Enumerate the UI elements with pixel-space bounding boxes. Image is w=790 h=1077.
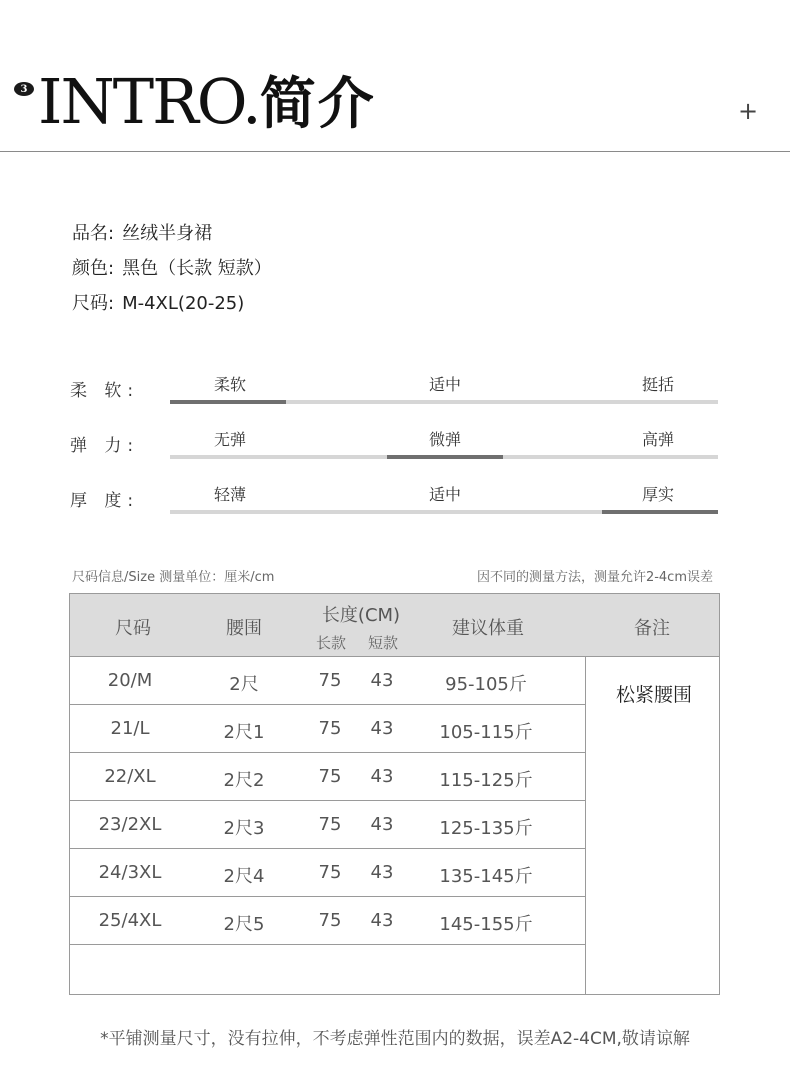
cell-length-short: 43	[370, 670, 394, 691]
attribute-option: 微弹	[428, 430, 462, 449]
cell-size: 23/2XL	[98, 814, 162, 835]
attribute-option: 挺括	[641, 375, 675, 394]
table-row	[70, 849, 585, 897]
info-label: 品名:	[72, 223, 115, 244]
cell-size: 22/XL	[104, 766, 156, 787]
title-english: INTRO.	[38, 65, 260, 138]
header-length-long: 长款	[315, 634, 347, 652]
info-label: 尺码:	[72, 293, 115, 314]
page-title	[38, 66, 376, 141]
attribute-option: 高弹	[641, 430, 675, 449]
attribute-option: 无弹	[213, 430, 247, 449]
attribute-elasticity	[70, 427, 720, 467]
info-row-color	[72, 251, 272, 286]
attribute-level-indicator	[170, 400, 286, 404]
cell-length-short: 43	[370, 766, 394, 787]
cell-length-long: 75	[318, 862, 342, 883]
info-row-name	[72, 216, 272, 251]
header-weight: 建议体重	[452, 618, 524, 639]
attribute-option: 厚实	[641, 485, 675, 504]
attribute-label: 弹 力:	[70, 436, 140, 456]
header-remark: 备注	[634, 618, 670, 639]
cell-length-long: 75	[318, 910, 342, 931]
cell-size: 25/4XL	[98, 910, 162, 931]
cell-waist: 2尺5	[223, 914, 265, 935]
cell-weight: 95-105斤	[445, 674, 527, 695]
cell-weight: 145-155斤	[439, 914, 533, 935]
header-size: 尺码	[115, 618, 151, 639]
info-value: 丝绒半身裙	[122, 223, 213, 244]
table-row	[70, 753, 585, 801]
attribute-option: 适中	[428, 375, 462, 394]
attribute-track	[170, 455, 718, 459]
cell-size: 21/L	[110, 718, 150, 739]
attribute-label: 厚 度:	[70, 491, 140, 511]
header-length-short: 短款	[367, 634, 399, 652]
product-info	[72, 216, 272, 321]
cell-waist: 2尺2	[223, 770, 265, 791]
cell-weight: 135-145斤	[439, 866, 533, 887]
attribute-option: 轻薄	[213, 485, 247, 504]
cell-length-short: 43	[370, 718, 394, 739]
attribute-option: 适中	[428, 485, 462, 504]
cell-waist: 2尺4	[223, 866, 265, 887]
cell-length-long: 75	[318, 766, 342, 787]
table-row	[70, 897, 585, 945]
header-waist: 腰围	[226, 618, 262, 639]
info-row-size	[72, 286, 272, 321]
cell-length-long: 75	[318, 718, 342, 739]
cell-length-short: 43	[370, 814, 394, 835]
attribute-level-indicator	[387, 455, 503, 459]
attribute-level-indicator	[602, 510, 718, 514]
table-note-left: 尺码信息/Size 测量单位：厘米/cm	[72, 570, 275, 585]
cell-remark: 松紧腰围	[615, 684, 693, 706]
footnote: *平铺测量尺寸，没有拉伸，不考虑弹性范围内的数据，误差A2-4CM,敬请谅解	[100, 1029, 690, 1049]
cell-waist: 2尺1	[223, 722, 265, 743]
title-chinese: 简介	[259, 72, 376, 137]
info-value: M-4XL(20-25)	[122, 293, 245, 314]
cell-size: 24/3XL	[98, 862, 162, 883]
attribute-track	[170, 400, 718, 404]
remark-column-divider	[585, 657, 586, 994]
cell-weight: 105-115斤	[439, 722, 533, 743]
header-length: 长度(CM)	[321, 605, 401, 626]
cell-waist: 2尺3	[223, 818, 265, 839]
table-row	[70, 705, 585, 753]
info-label: 颜色:	[72, 258, 115, 279]
cell-length-short: 43	[370, 862, 394, 883]
table-row	[70, 657, 585, 705]
table-row	[70, 801, 585, 849]
attribute-track	[170, 510, 718, 514]
table-note-right: 因不同的测量方法，测量允许2-4cm误差	[476, 570, 713, 585]
header-divider	[0, 151, 790, 152]
attribute-thickness	[70, 482, 720, 522]
table-header	[70, 594, 719, 657]
plus-icon[interactable]: +	[737, 97, 759, 125]
section-number-badge: 3	[14, 82, 34, 96]
cell-weight: 115-125斤	[439, 770, 533, 791]
cell-size: 20/M	[107, 670, 153, 691]
cell-waist: 2尺	[229, 674, 259, 695]
attribute-option: 柔软	[213, 375, 247, 394]
cell-length-short: 43	[370, 910, 394, 931]
attribute-label: 柔 软:	[70, 381, 140, 401]
cell-weight: 125-135斤	[439, 818, 533, 839]
cell-length-long: 75	[318, 670, 342, 691]
attribute-softness	[70, 372, 720, 412]
size-table	[69, 593, 720, 995]
info-value: 黑色（长款 短款）	[122, 258, 272, 279]
cell-length-long: 75	[318, 814, 342, 835]
